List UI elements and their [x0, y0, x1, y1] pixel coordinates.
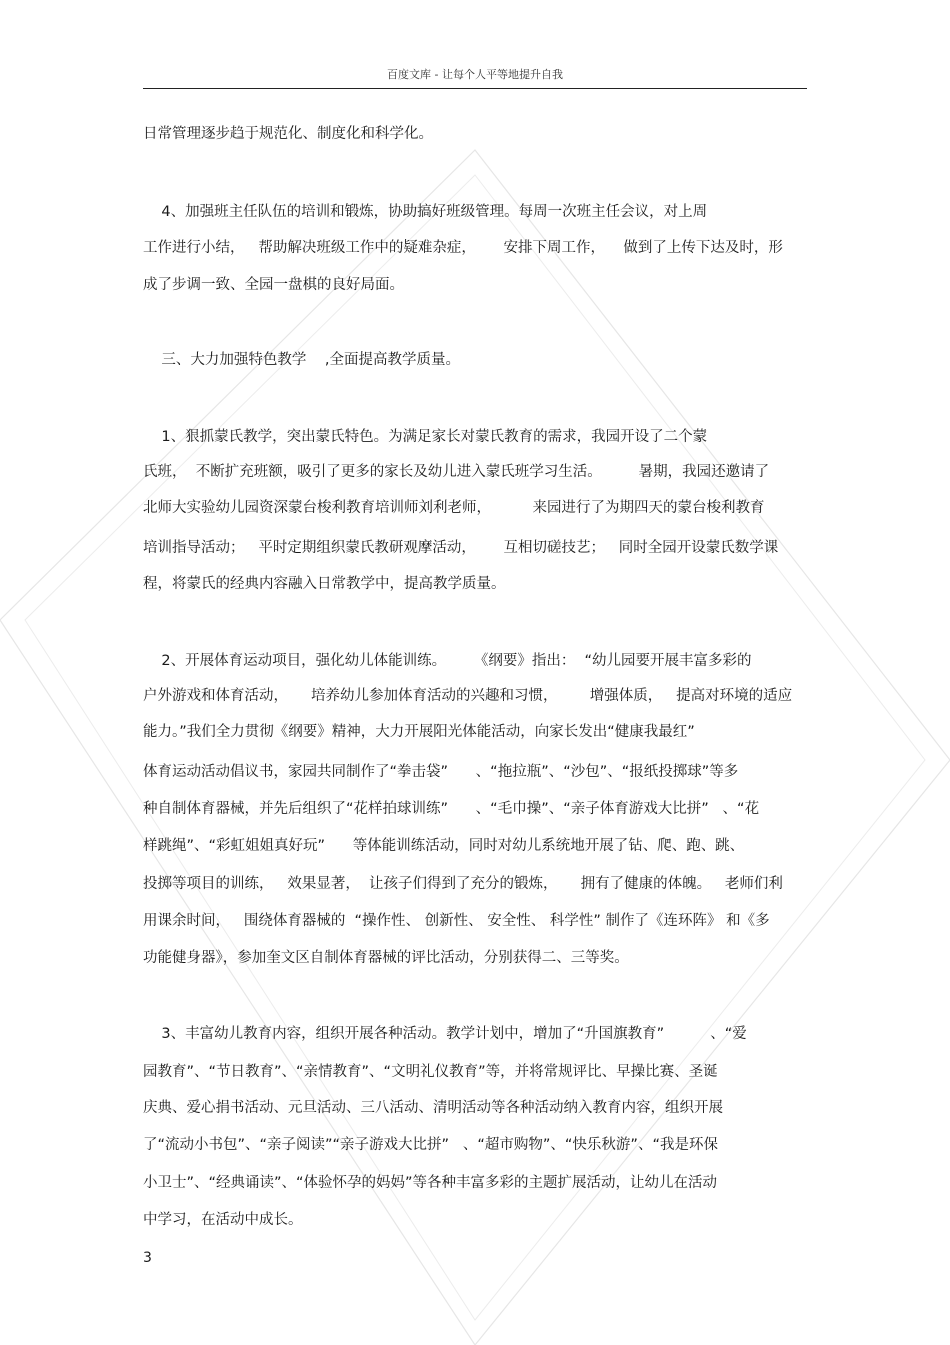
section-heading: 三、大力加强特色教学 ,全面提高教学质量。 — [143, 352, 460, 368]
body-line: 种自制体育器械，并先后组织了“花样拍球训练” 、“毛巾操”、“亲子体育游戏大比拼” 、“花 — [143, 801, 760, 817]
body-line: 成了步调一致、全园一盘棋的良好局面。 — [143, 277, 404, 293]
body-line: 用课余时间， 围绕体育器械的 “操作性、 创新性、 安全性、 科学性” 制作了《连环阵》 和《多 — [143, 913, 770, 929]
body-line: 体育运动活动倡议书，家园共同制作了“拳击袋” 、“拖拉瓶”、“沙包”、“报纸投掷球”等多 — [143, 764, 739, 780]
body-line: 园教育”、“节日教育”、“亲情教育”、“文明礼仪教育”等，并将常规评比、早操比赛、圣诞 — [143, 1064, 718, 1080]
body-line: 工作进行小结， 帮助解决班级工作中的疑难杂症， 安排下周工作， 做到了上传下达及时，形 — [143, 240, 783, 256]
body-line: 日常管理逐步趋于规范化、制度化和科学化。 — [143, 126, 433, 142]
body-line: 投掷等项目的训练， 效果显著， 让孩子们得到了充分的锻炼， 拥有了健康的体魄。 老师们利 — [143, 876, 783, 892]
body-line: 小卫士”、“经典诵读”、“体验怀孕的妈妈”等各种丰富多彩的主题扩展活动，让幼儿在活动 — [143, 1175, 718, 1191]
body-line: 庆典、爱心捐书活动、元旦活动、三八活动、清明活动等各种活动纳入教育内容，组织开展 — [143, 1100, 723, 1116]
body-line: 能力。”我们全力贯彻《纲要》精神，大力开展阳光体能活动，向家长发出“健康我最红” — [143, 724, 695, 740]
body-line: 北师大实验幼儿园资深蒙台梭利教育培训师刘利老师， 来园进行了为期四天的蒙台梭利教育 — [143, 500, 765, 516]
page-header: 百度文库 - 让每个人平等地提升自我 — [143, 66, 807, 89]
body-line: 氏班， 不断扩充班额，吸引了更多的家长及幼儿进入蒙氏班学习生活。 暑期，我园还邀请了 — [143, 464, 770, 480]
page-number: 3 — [143, 1250, 152, 1266]
body-line: 样跳绳”、“彩虹姐姐真好玩” 等体能训练活动，同时对幼儿系统地开展了钻、爬、跑、跳、 — [143, 838, 745, 854]
body-line: 4、加强班主任队伍的培训和锻炼，协助搞好班级管理。每周一次班主任会议，对上周 — [143, 204, 708, 220]
body-line: 程，将蒙氏的经典内容融入日常教学中，提高教学质量。 — [143, 576, 506, 592]
body-line: 3、丰富幼儿教育内容，组织开展各种活动。教学计划中，增加了“升国旗教育” 、“爱 — [143, 1026, 747, 1042]
body-line: 户外游戏和体育活动， 培养幼儿参加体育活动的兴趣和习惯， 增强体质， 提高对环境的适应 — [143, 688, 793, 704]
body-line: 功能健身器》，参加奎文区自制体育器械的评比活动，分别获得二、三等奖。 — [143, 950, 629, 966]
body-line: 了“流动小书包”、“亲子阅读”“亲子游戏大比拼” 、“超市购物”、“快乐秋游”、“我是环保 — [143, 1137, 718, 1153]
body-line: 培训指导活动； 平时定期组织蒙氏教研观摩活动， 互相切磋技艺； 同时全园开设蒙氏数学课 — [143, 540, 779, 556]
body-line: 2、开展体育运动项目，强化幼儿体能训练。 《纲要》指出： “幼儿园要开展丰富多彩的 — [143, 653, 752, 669]
body-line: 中学习，在活动中成长。 — [143, 1212, 303, 1228]
body-line: 1、狠抓蒙氏教学，突出蒙氏特色。为满足家长对蒙氏教育的需求，我园开设了二个蒙 — [143, 429, 708, 445]
